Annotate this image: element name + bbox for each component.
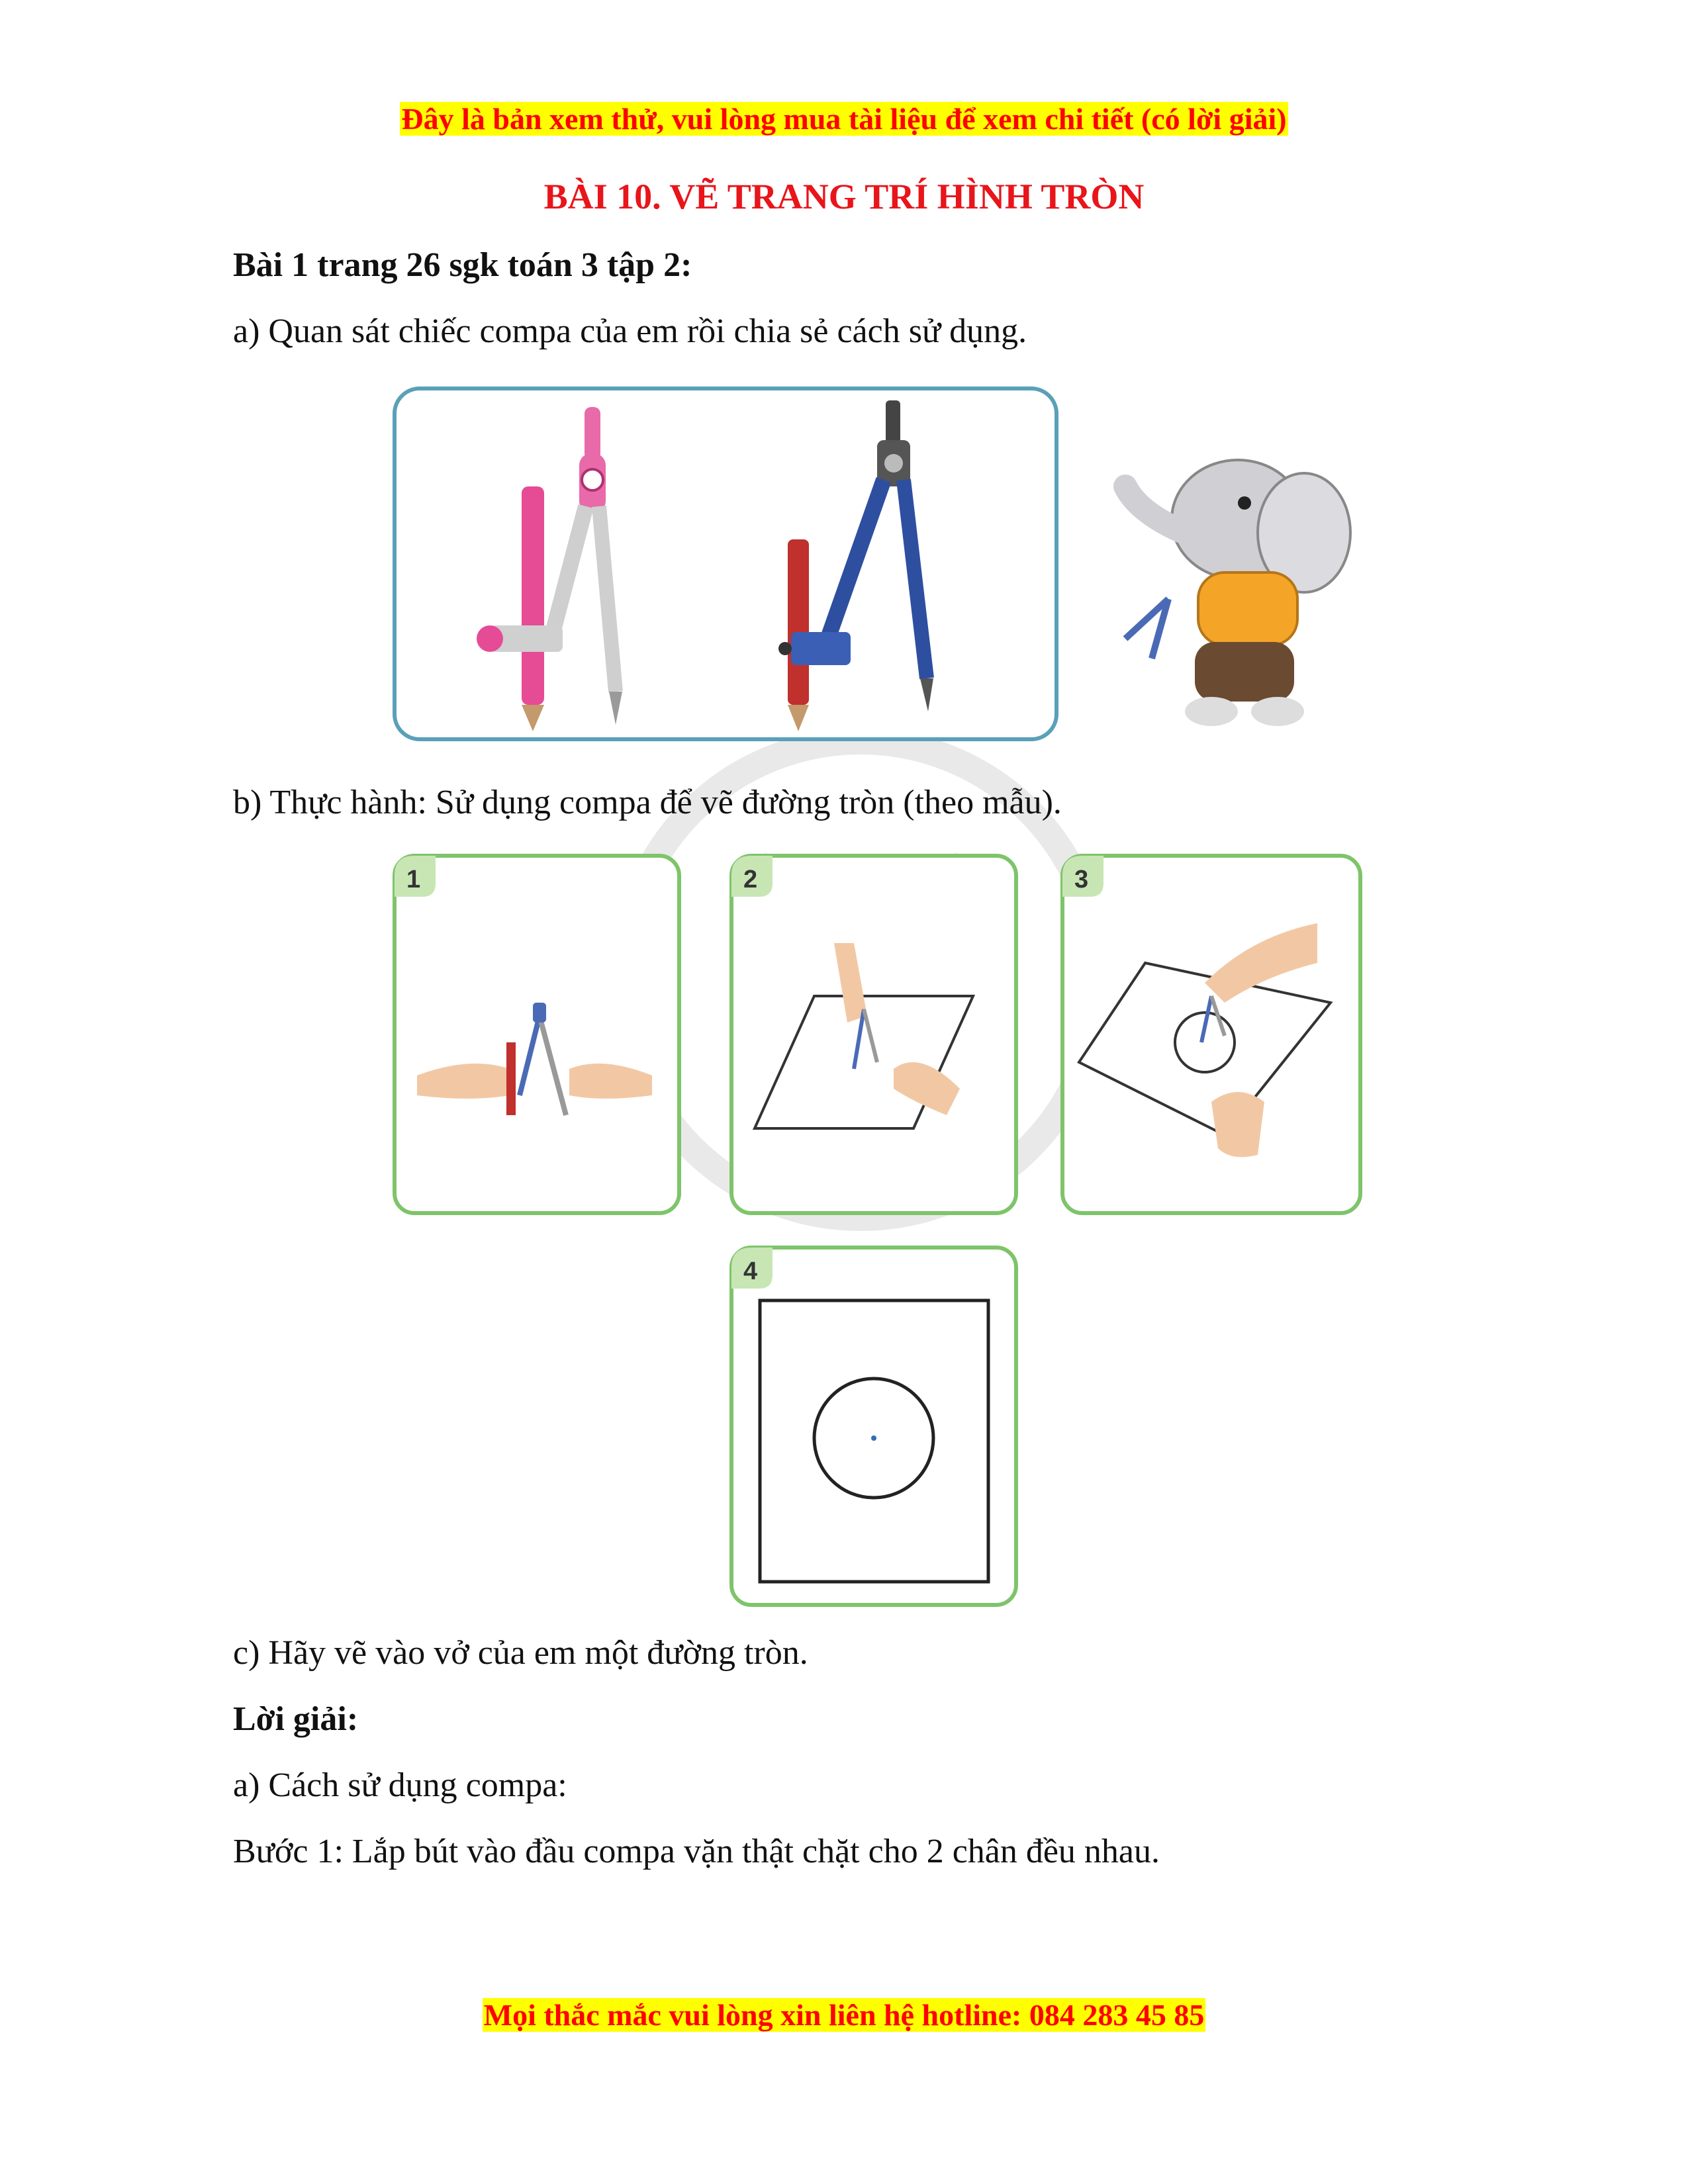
step-2-number: 2 bbox=[743, 866, 758, 893]
step-4-number: 4 bbox=[743, 1257, 758, 1285]
hotline-banner bbox=[0, 1995, 1688, 2035]
step1-instruction: Bước 1: Lắp bút vào đầu compa vặn thật chặt cho 2 chân đều nhau. bbox=[233, 1833, 1160, 1870]
part-b-text: b) Thực hành: Sử dụng compa để vẽ đường tròn (theo mẫu). bbox=[233, 784, 1062, 821]
compass-frame bbox=[395, 388, 1056, 739]
step-1-number: 1 bbox=[406, 866, 421, 893]
exercise-heading: Bài 1 trang 26 sgk toán 3 tập 2: bbox=[233, 246, 692, 284]
step-4-panel bbox=[731, 1248, 1016, 1605]
elephant-character bbox=[1125, 460, 1350, 726]
preview-banner bbox=[0, 99, 1688, 139]
steps-illustration bbox=[391, 850, 1370, 1625]
step-3-panel bbox=[1062, 856, 1360, 1213]
solution-heading: Lời giải: bbox=[233, 1700, 359, 1738]
step-1-panel bbox=[395, 856, 679, 1213]
page-title: BÀI 10. VẼ TRANG TRÍ HÌNH TRÒN bbox=[543, 177, 1145, 216]
step-3-number: 3 bbox=[1074, 866, 1089, 893]
solution-a-text: a) Cách sử dụng compa: bbox=[233, 1766, 567, 1804]
part-c-text: c) Hãy vẽ vào vở của em một đường tròn. bbox=[233, 1634, 808, 1672]
part-a-text: a) Quan sát chiếc compa của em rồi chia sẻ cách sử dụng. bbox=[233, 312, 1027, 350]
hotline-banner-text: Mọi thắc mắc vui lòng xin liên hệ hotline: 084 283 45 85 bbox=[483, 1998, 1205, 2032]
preview-banner-text: Đây là bản xem thử, vui lòng mua tài liệu để xem chi tiết (có lời giải) bbox=[401, 102, 1287, 136]
compass-illustration bbox=[391, 381, 1370, 751]
step-2-panel bbox=[731, 856, 1016, 1213]
